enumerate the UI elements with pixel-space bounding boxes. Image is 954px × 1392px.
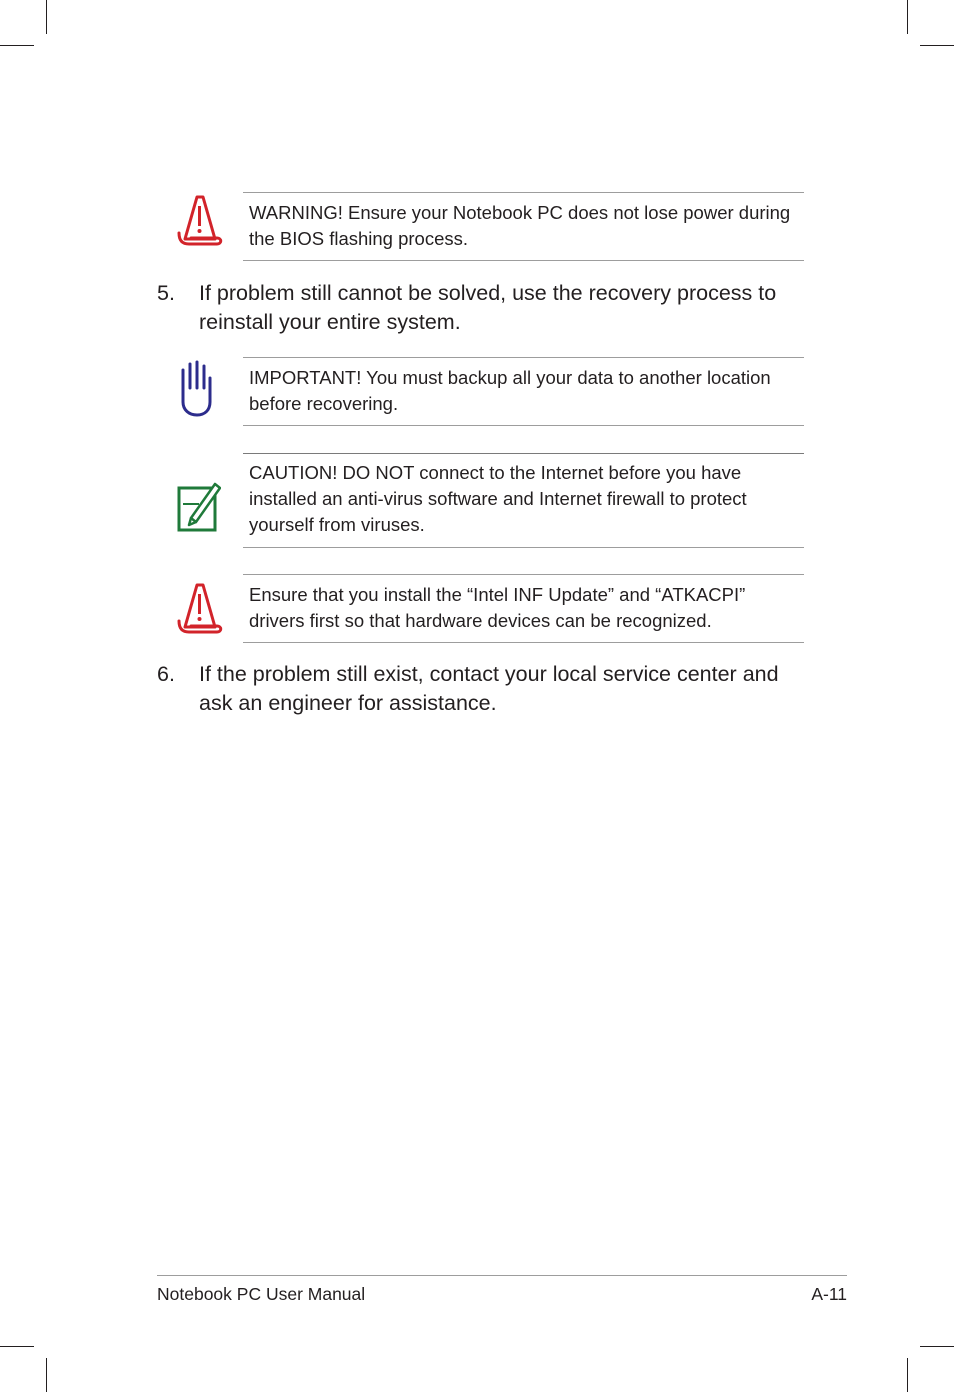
page-number: A-11 [811, 1284, 847, 1304]
crop-mark [907, 0, 908, 34]
crop-mark [907, 1358, 908, 1392]
step-number: 5. [157, 281, 175, 305]
step-6 [157, 660, 807, 718]
caution-note-internet [243, 453, 804, 548]
note-text: WARNING! Ensure your Notebook PC does not lose power during the BIOS flashing process. [249, 202, 791, 249]
warning-note-bios [243, 192, 804, 261]
footer-rule [157, 1275, 847, 1276]
important-note-backup [243, 357, 804, 426]
crop-mark [0, 45, 34, 46]
crop-mark [46, 1358, 47, 1392]
step-text: If problem still cannot be solved, use the recovery process to reinstall your entire system. [199, 281, 777, 334]
crop-mark [920, 45, 954, 46]
note-text: Ensure that you install the “Intel INF Update” and “ATKACPI” drivers first so that hardware devices can be recognized. [249, 584, 746, 631]
crop-mark [46, 0, 47, 34]
footer-title: Notebook PC User Manual [157, 1284, 366, 1304]
crop-mark [920, 1346, 954, 1347]
stop-hand-icon [177, 358, 217, 418]
step-number: 6. [157, 662, 175, 686]
warning-hand-icon [177, 581, 223, 635]
step-5 [157, 279, 807, 337]
warning-note-drivers [243, 574, 804, 643]
step-text: If the problem still exist, contact your local service center and ask an engineer for assistance. [199, 662, 779, 715]
note-pencil-icon [177, 480, 221, 532]
note-text: IMPORTANT! You must backup all your data to another location before recovering. [249, 367, 771, 414]
crop-mark [0, 1346, 34, 1347]
note-text: CAUTION! DO NOT connect to the Internet before you have installed an anti-virus software and Internet firewall to protect yourself from viruses. [249, 462, 747, 535]
warning-hand-icon [177, 193, 223, 247]
